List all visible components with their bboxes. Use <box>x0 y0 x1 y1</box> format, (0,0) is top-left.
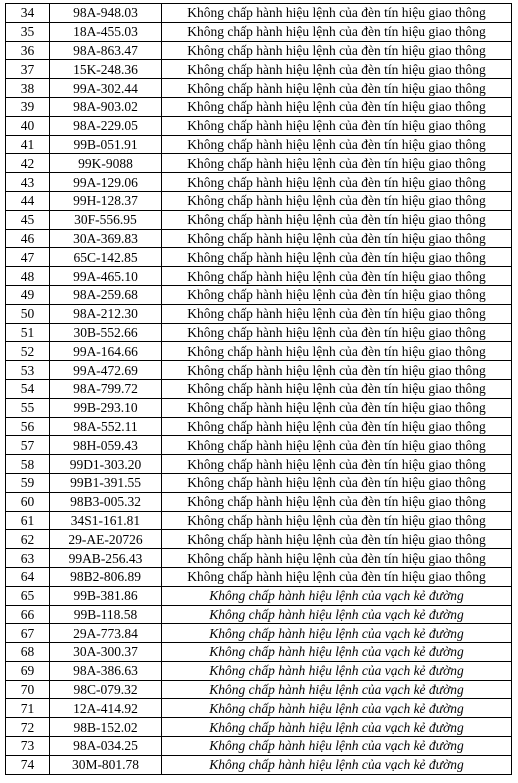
row-number-cell: 65 <box>6 586 50 605</box>
table-row <box>6 22 512 41</box>
table-row <box>6 135 512 154</box>
table-row <box>6 511 512 530</box>
row-number-cell: 73 <box>6 737 50 756</box>
row-number-cell: 52 <box>6 342 50 361</box>
license-plate-cell: 15K-248.36 <box>50 60 162 79</box>
violation-description-cell: Không chấp hành hiệu lệnh của đèn tín hiệu giao thông <box>162 417 512 436</box>
license-plate-cell: 98A-259.68 <box>50 285 162 304</box>
violation-description-cell: Không chấp hành hiệu lệnh của đèn tín hiệu giao thông <box>162 248 512 267</box>
row-number-cell: 40 <box>6 116 50 135</box>
table-row <box>6 79 512 98</box>
table-row <box>6 97 512 116</box>
row-number-cell: 34 <box>6 4 50 23</box>
table-row <box>6 718 512 737</box>
row-number-cell: 57 <box>6 436 50 455</box>
violation-description-cell: Không chấp hành hiệu lệnh của đèn tín hiệu giao thông <box>162 229 512 248</box>
row-number-cell: 54 <box>6 379 50 398</box>
document-page <box>5 3 511 775</box>
row-number-cell: 41 <box>6 135 50 154</box>
table-row <box>6 417 512 436</box>
table-row <box>6 342 512 361</box>
row-number-cell: 49 <box>6 285 50 304</box>
table-row <box>6 229 512 248</box>
violation-description-cell: Không chấp hành hiệu lệnh của vạch kẻ đường <box>162 737 512 756</box>
table-row <box>6 304 512 323</box>
row-number-cell: 43 <box>6 173 50 192</box>
row-number-cell: 38 <box>6 79 50 98</box>
license-plate-cell: 98A-229.05 <box>50 116 162 135</box>
row-number-cell: 67 <box>6 624 50 643</box>
license-plate-cell: 98B2-806.89 <box>50 567 162 586</box>
violation-description-cell: Không chấp hành hiệu lệnh của vạch kẻ đường <box>162 699 512 718</box>
license-plate-cell: 98C-079.32 <box>50 680 162 699</box>
table-row <box>6 398 512 417</box>
row-number-cell: 47 <box>6 248 50 267</box>
license-plate-cell: 99A-465.10 <box>50 267 162 286</box>
license-plate-cell: 99D1-303.20 <box>50 455 162 474</box>
table-row <box>6 285 512 304</box>
table-row <box>6 379 512 398</box>
table-row <box>6 436 512 455</box>
table-row <box>6 549 512 568</box>
violation-description-cell: Không chấp hành hiệu lệnh của đèn tín hiệu giao thông <box>162 79 512 98</box>
row-number-cell: 59 <box>6 473 50 492</box>
license-plate-cell: 99B-381.86 <box>50 586 162 605</box>
row-number-cell: 46 <box>6 229 50 248</box>
violation-description-cell: Không chấp hành hiệu lệnh của đèn tín hiệu giao thông <box>162 4 512 23</box>
violations-table <box>5 3 512 775</box>
row-number-cell: 69 <box>6 661 50 680</box>
row-number-cell: 39 <box>6 97 50 116</box>
table-row <box>6 4 512 23</box>
table-row <box>6 661 512 680</box>
table-row <box>6 210 512 229</box>
row-number-cell: 58 <box>6 455 50 474</box>
table-row <box>6 60 512 79</box>
table-row <box>6 643 512 662</box>
table-row <box>6 361 512 380</box>
license-plate-cell: 98A-799.72 <box>50 379 162 398</box>
row-number-cell: 64 <box>6 567 50 586</box>
violation-description-cell: Không chấp hành hiệu lệnh của đèn tín hiệu giao thông <box>162 379 512 398</box>
violation-description-cell: Không chấp hành hiệu lệnh của đèn tín hiệu giao thông <box>162 97 512 116</box>
row-number-cell: 55 <box>6 398 50 417</box>
row-number-cell: 70 <box>6 680 50 699</box>
violation-description-cell: Không chấp hành hiệu lệnh của đèn tín hiệu giao thông <box>162 342 512 361</box>
license-plate-cell: 29-AE-20726 <box>50 530 162 549</box>
license-plate-cell: 98A-386.63 <box>50 661 162 680</box>
violation-description-cell: Không chấp hành hiệu lệnh của đèn tín hiệu giao thông <box>162 285 512 304</box>
violation-description-cell: Không chấp hành hiệu lệnh của đèn tín hiệu giao thông <box>162 154 512 173</box>
license-plate-cell: 98B3-005.32 <box>50 492 162 511</box>
license-plate-cell: 98A-552.11 <box>50 417 162 436</box>
violation-description-cell: Không chấp hành hiệu lệnh của vạch kẻ đường <box>162 624 512 643</box>
violation-description-cell: Không chấp hành hiệu lệnh của vạch kẻ đường <box>162 605 512 624</box>
table-row <box>6 473 512 492</box>
table-row <box>6 154 512 173</box>
violation-description-cell: Không chấp hành hiệu lệnh của đèn tín hiệu giao thông <box>162 191 512 210</box>
row-number-cell: 66 <box>6 605 50 624</box>
license-plate-cell: 99AB-256.43 <box>50 549 162 568</box>
row-number-cell: 42 <box>6 154 50 173</box>
violation-description-cell: Không chấp hành hiệu lệnh của đèn tín hiệu giao thông <box>162 473 512 492</box>
row-number-cell: 68 <box>6 643 50 662</box>
violation-description-cell: Không chấp hành hiệu lệnh của vạch kẻ đường <box>162 718 512 737</box>
table-row <box>6 267 512 286</box>
row-number-cell: 48 <box>6 267 50 286</box>
table-row <box>6 699 512 718</box>
table-row <box>6 755 512 774</box>
violation-description-cell: Không chấp hành hiệu lệnh của đèn tín hiệu giao thông <box>162 549 512 568</box>
license-plate-cell: 30A-300.37 <box>50 643 162 662</box>
violation-description-cell: Không chấp hành hiệu lệnh của đèn tín hiệu giao thông <box>162 323 512 342</box>
violation-description-cell: Không chấp hành hiệu lệnh của đèn tín hiệu giao thông <box>162 41 512 60</box>
license-plate-cell: 99B-118.58 <box>50 605 162 624</box>
license-plate-cell: 30A-369.83 <box>50 229 162 248</box>
violation-description-cell: Không chấp hành hiệu lệnh của đèn tín hiệu giao thông <box>162 267 512 286</box>
license-plate-cell: 99H-128.37 <box>50 191 162 210</box>
row-number-cell: 45 <box>6 210 50 229</box>
violation-description-cell: Không chấp hành hiệu lệnh của đèn tín hiệu giao thông <box>162 210 512 229</box>
license-plate-cell: 12A-414.92 <box>50 699 162 718</box>
violation-description-cell: Không chấp hành hiệu lệnh của đèn tín hiệu giao thông <box>162 60 512 79</box>
violation-description-cell: Không chấp hành hiệu lệnh của đèn tín hiệu giao thông <box>162 398 512 417</box>
table-row <box>6 624 512 643</box>
violation-description-cell: Không chấp hành hiệu lệnh của vạch kẻ đường <box>162 586 512 605</box>
violation-description-cell: Không chấp hành hiệu lệnh của vạch kẻ đường <box>162 680 512 699</box>
violation-description-cell: Không chấp hành hiệu lệnh của vạch kẻ đường <box>162 755 512 774</box>
violation-description-cell: Không chấp hành hiệu lệnh của đèn tín hiệu giao thông <box>162 436 512 455</box>
violation-description-cell: Không chấp hành hiệu lệnh của đèn tín hiệu giao thông <box>162 567 512 586</box>
row-number-cell: 72 <box>6 718 50 737</box>
license-plate-cell: 30B-552.66 <box>50 323 162 342</box>
violation-description-cell: Không chấp hành hiệu lệnh của vạch kẻ đường <box>162 661 512 680</box>
violation-description-cell: Không chấp hành hiệu lệnh của đèn tín hiệu giao thông <box>162 361 512 380</box>
violation-description-cell: Không chấp hành hiệu lệnh của đèn tín hiệu giao thông <box>162 22 512 41</box>
row-number-cell: 36 <box>6 41 50 60</box>
violations-table-body <box>6 4 512 775</box>
row-number-cell: 74 <box>6 755 50 774</box>
table-row <box>6 605 512 624</box>
violation-description-cell: Không chấp hành hiệu lệnh của vạch kẻ đường <box>162 643 512 662</box>
table-row <box>6 116 512 135</box>
row-number-cell: 44 <box>6 191 50 210</box>
table-row <box>6 680 512 699</box>
license-plate-cell: 65C-142.85 <box>50 248 162 267</box>
violation-description-cell: Không chấp hành hiệu lệnh của đèn tín hiệu giao thông <box>162 173 512 192</box>
license-plate-cell: 98B-152.02 <box>50 718 162 737</box>
row-number-cell: 51 <box>6 323 50 342</box>
license-plate-cell: 99B-293.10 <box>50 398 162 417</box>
license-plate-cell: 98A-948.03 <box>50 4 162 23</box>
table-row <box>6 455 512 474</box>
violation-description-cell: Không chấp hành hiệu lệnh của đèn tín hiệu giao thông <box>162 511 512 530</box>
row-number-cell: 35 <box>6 22 50 41</box>
violation-description-cell: Không chấp hành hiệu lệnh của đèn tín hiệu giao thông <box>162 135 512 154</box>
license-plate-cell: 98A-034.25 <box>50 737 162 756</box>
table-row <box>6 323 512 342</box>
table-row <box>6 586 512 605</box>
violation-description-cell: Không chấp hành hiệu lệnh của đèn tín hiệu giao thông <box>162 530 512 549</box>
license-plate-cell: 99B1-391.55 <box>50 473 162 492</box>
license-plate-cell: 99B-051.91 <box>50 135 162 154</box>
license-plate-cell: 30F-556.95 <box>50 210 162 229</box>
license-plate-cell: 30M-801.78 <box>50 755 162 774</box>
row-number-cell: 61 <box>6 511 50 530</box>
violation-description-cell: Không chấp hành hiệu lệnh của đèn tín hiệu giao thông <box>162 116 512 135</box>
row-number-cell: 62 <box>6 530 50 549</box>
license-plate-cell: 98A-212.30 <box>50 304 162 323</box>
table-row <box>6 173 512 192</box>
license-plate-cell: 99A-472.69 <box>50 361 162 380</box>
license-plate-cell: 18A-455.03 <box>50 22 162 41</box>
row-number-cell: 56 <box>6 417 50 436</box>
table-row <box>6 737 512 756</box>
license-plate-cell: 29A-773.84 <box>50 624 162 643</box>
license-plate-cell: 34S1-161.81 <box>50 511 162 530</box>
table-row <box>6 41 512 60</box>
row-number-cell: 71 <box>6 699 50 718</box>
license-plate-cell: 99A-164.66 <box>50 342 162 361</box>
license-plate-cell: 99A-302.44 <box>50 79 162 98</box>
table-row <box>6 492 512 511</box>
row-number-cell: 53 <box>6 361 50 380</box>
license-plate-cell: 98A-863.47 <box>50 41 162 60</box>
license-plate-cell: 98A-903.02 <box>50 97 162 116</box>
table-row <box>6 530 512 549</box>
violation-description-cell: Không chấp hành hiệu lệnh của đèn tín hiệu giao thông <box>162 455 512 474</box>
row-number-cell: 50 <box>6 304 50 323</box>
violation-description-cell: Không chấp hành hiệu lệnh của đèn tín hiệu giao thông <box>162 304 512 323</box>
violation-description-cell: Không chấp hành hiệu lệnh của đèn tín hiệu giao thông <box>162 492 512 511</box>
license-plate-cell: 99K-9088 <box>50 154 162 173</box>
row-number-cell: 63 <box>6 549 50 568</box>
license-plate-cell: 98H-059.43 <box>50 436 162 455</box>
row-number-cell: 37 <box>6 60 50 79</box>
row-number-cell: 60 <box>6 492 50 511</box>
table-row <box>6 248 512 267</box>
table-row <box>6 191 512 210</box>
license-plate-cell: 99A-129.06 <box>50 173 162 192</box>
table-row <box>6 567 512 586</box>
